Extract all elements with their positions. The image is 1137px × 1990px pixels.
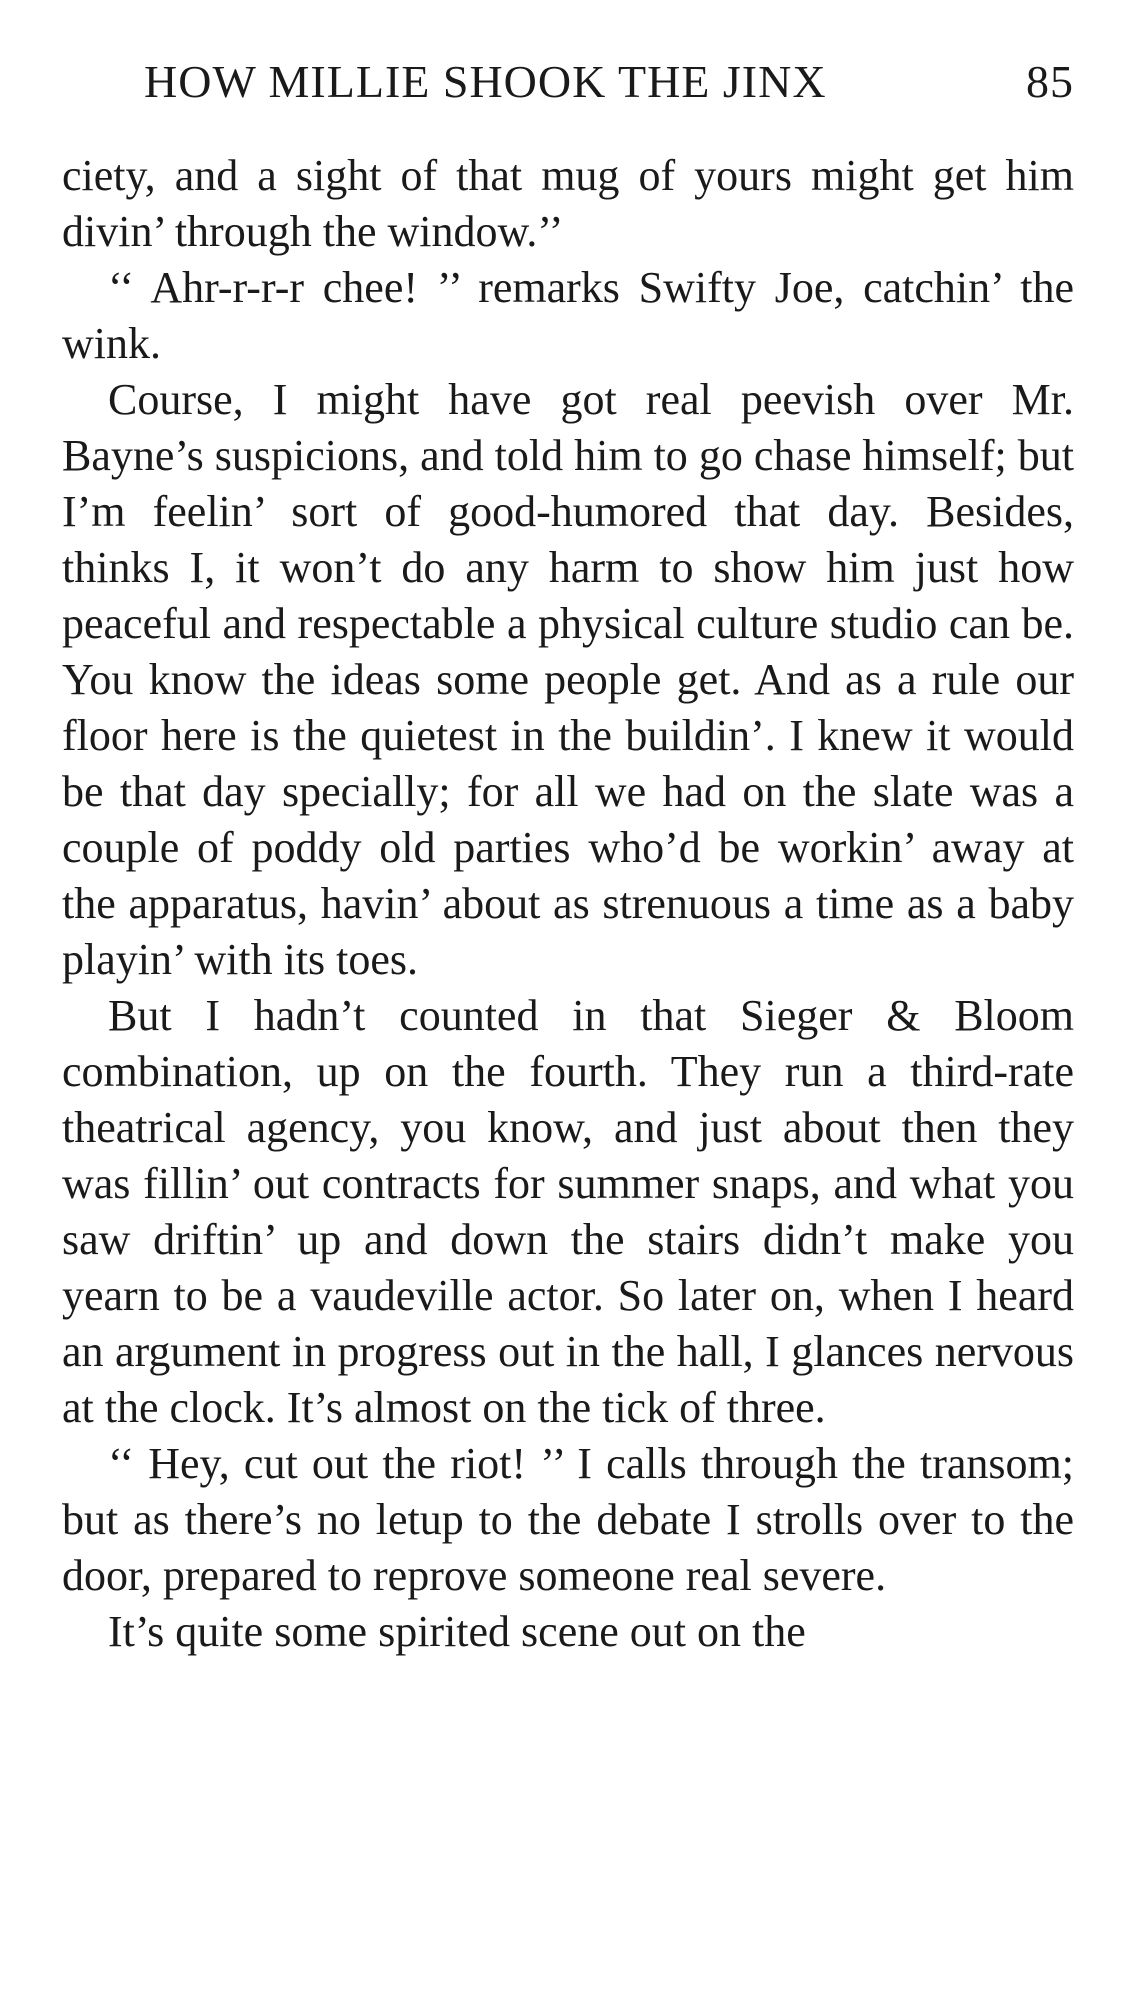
paragraph: It’s quite some spirited scene out on the [108, 1607, 806, 1656]
page-number: 85 [1026, 56, 1074, 107]
paragraph-continuation: ciety, and a sight of that mug of yours might get him divin’ through the window.’’ [62, 151, 1074, 256]
body-text [62, 148, 1074, 1660]
running-title: HOW MILLIE SHOOK THE JINX [144, 56, 827, 107]
paragraph: But I hadn’t counted in that Sieger & Bloom combination, up on the fourth. They run a third-rate theatrical agency, you know, and just about then they was fillin’ out contracts for summer snaps, and what you saw driftin’ up and down the stairs didn’t make you yearn to be a vaudeville actor. So later on, when I heard an argument in progress out in the hall, I glances nervous at the clock. It’s almost on the tick of three. [62, 991, 1074, 1432]
paragraph: Course, I might have got real peevish over Mr. Bayne’s suspicions, and told him to go chase himself; but I’m feelin’ sort of good-humored that day. Besides, thinks I, it won’t do any harm to show him just how peaceful and respectable a physical culture studio can be. You know the ideas some people get. And as a rule our floor here is the quietest in the buildin’. I knew it would be that day specially; for all we had on the slate was a couple of poddy old parties who’d be workin’ away at the apparatus, havin’ about as strenuous a time as a baby playin’ with its toes. [62, 375, 1074, 984]
paragraph: ‘‘ Ahr-r-r-r chee! ’’ remarks Swifty Joe, catchin’ the wink. [62, 263, 1074, 368]
paragraph: ‘‘ Hey, cut out the riot! ’’ I calls through the transom; but as there’s no letup to the debate I strolls over to the door, prepared to reprove someone real severe. [62, 1439, 1074, 1600]
running-head [62, 50, 1074, 114]
book-page [62, 50, 1074, 1660]
